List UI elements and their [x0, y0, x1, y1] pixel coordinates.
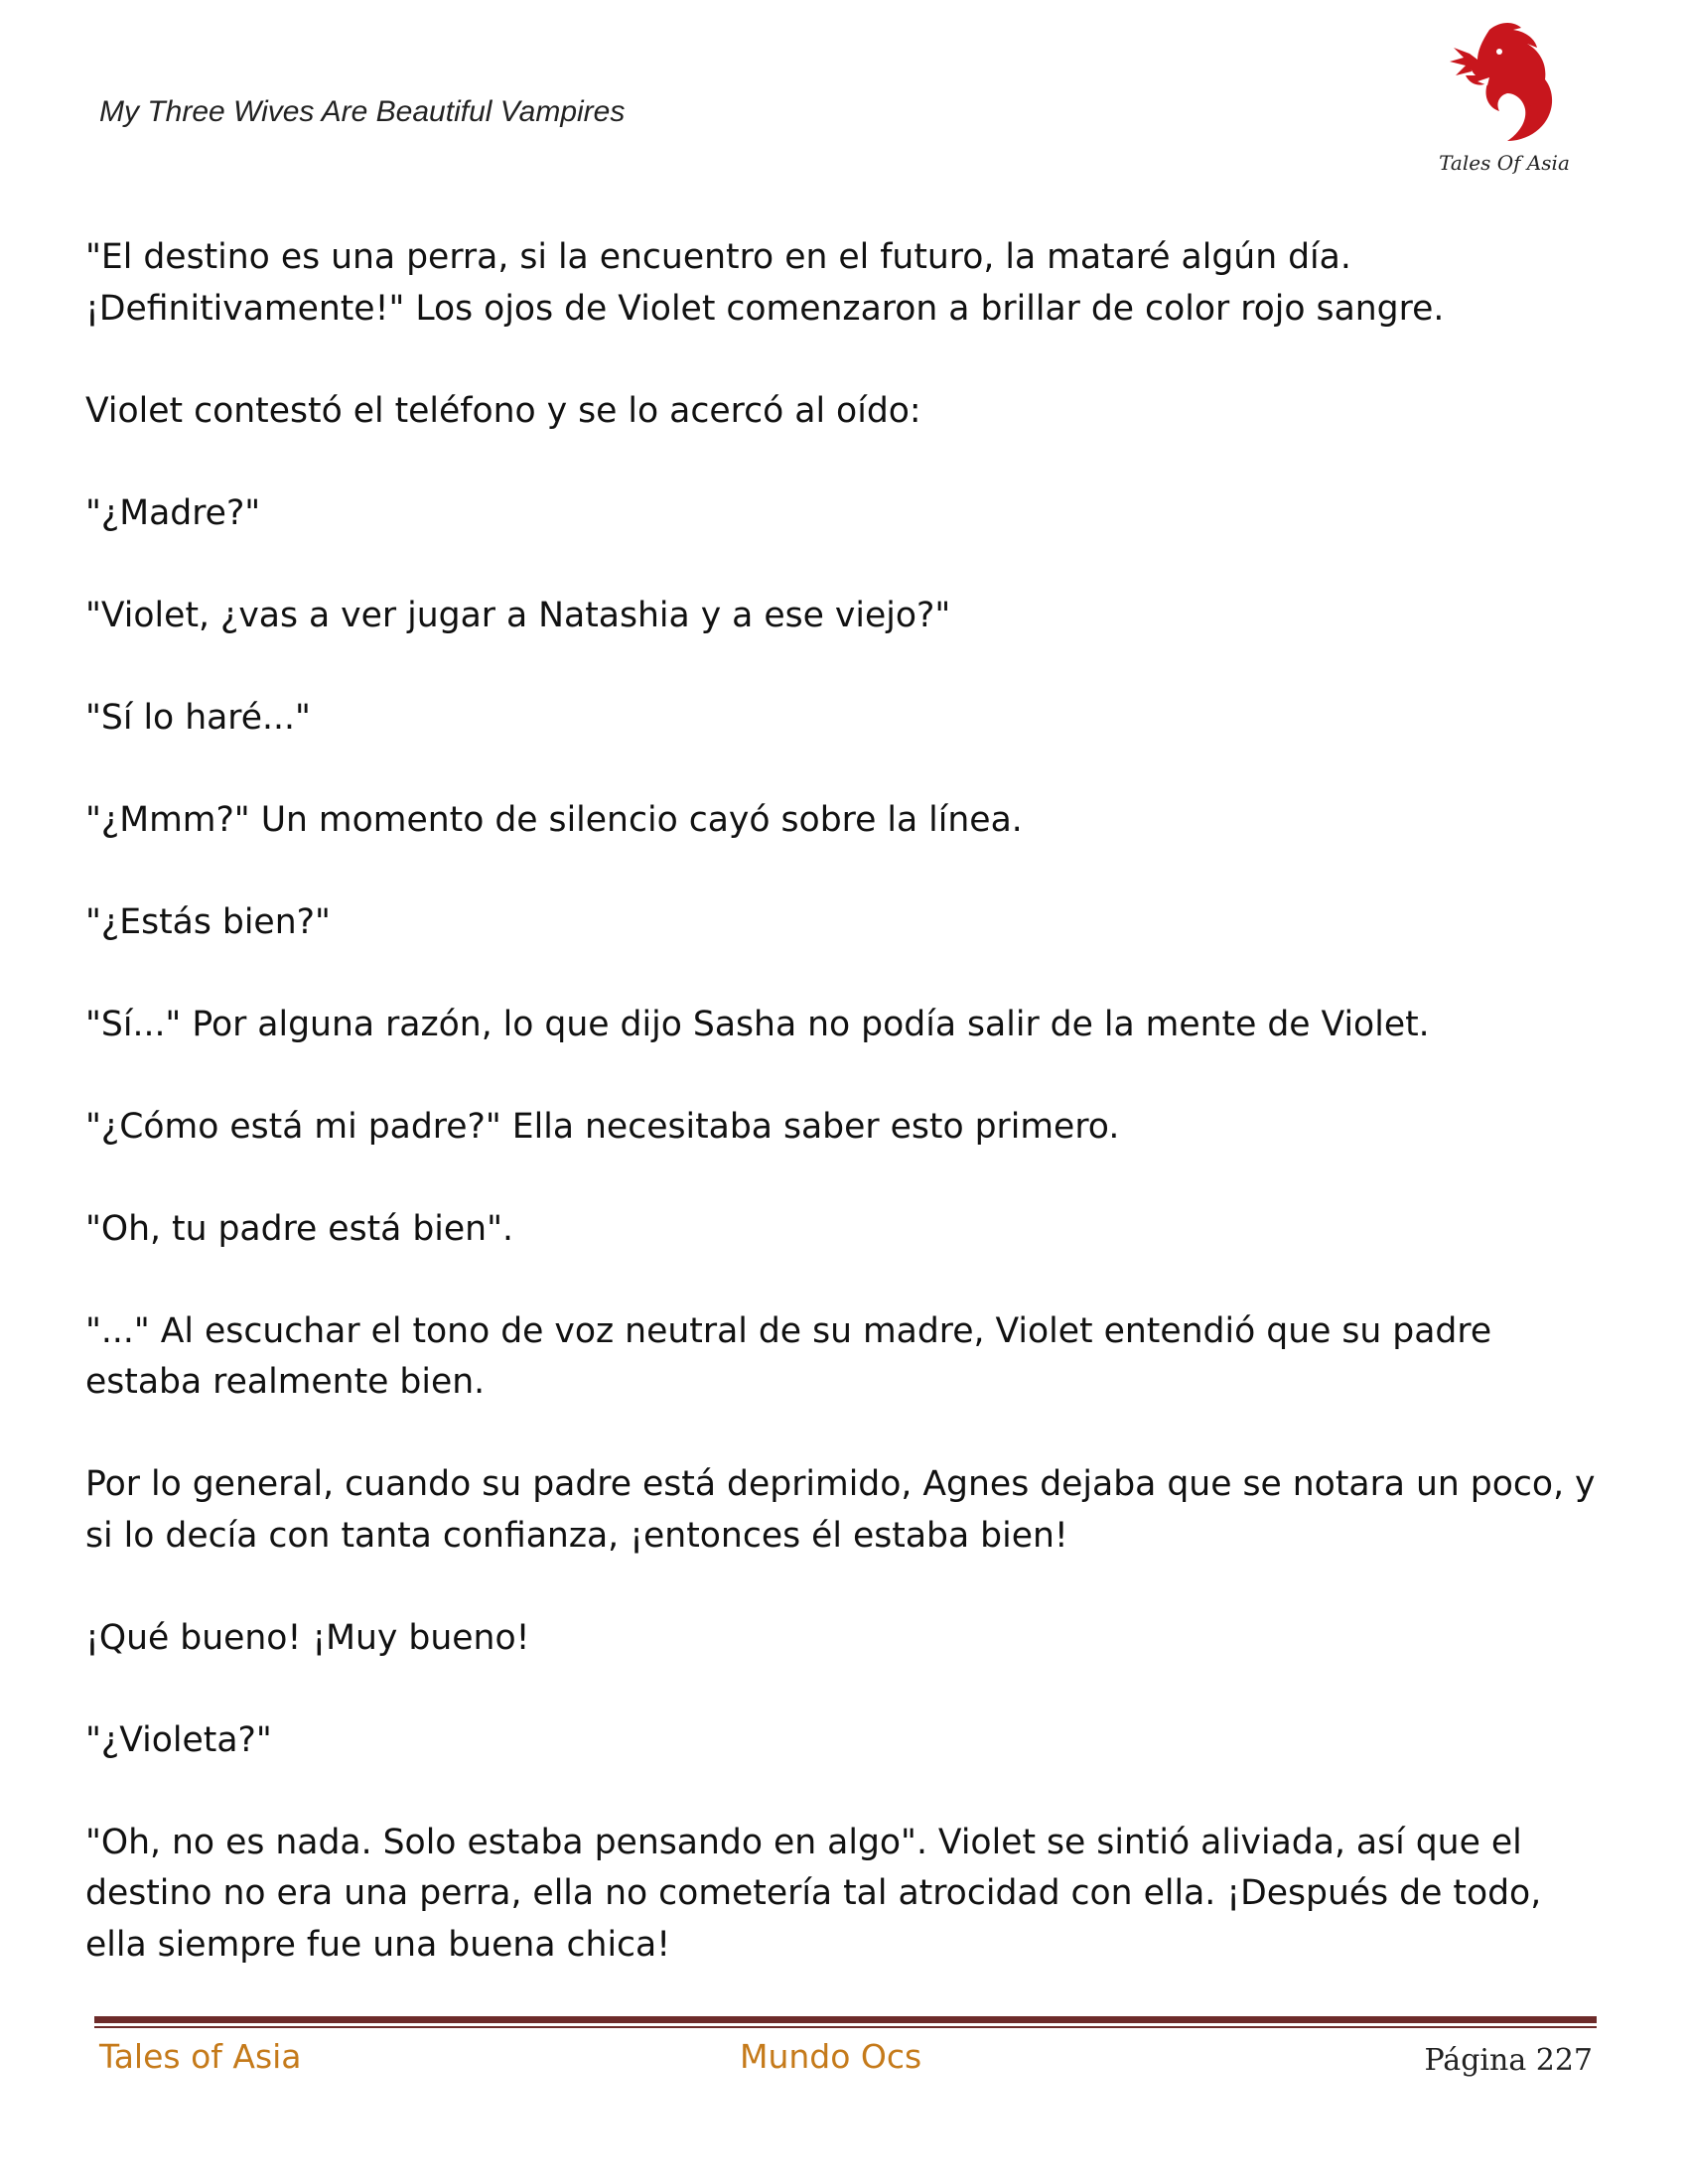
paragraph: "¿Violeta?": [85, 1719, 272, 1760]
paragraph: ¡Qué bueno! ¡Muy bueno!: [85, 1617, 530, 1658]
red-dragon-icon: [1430, 18, 1579, 157]
paragraph: Violet contestó el teléfono y se lo acercó al oído:: [85, 390, 921, 431]
logo-caption: Tales Of Asia: [1439, 151, 1570, 175]
publisher-logo: [1430, 18, 1579, 182]
footer-rule-thin: [94, 2026, 1597, 2028]
page-number: Página 227: [1424, 2043, 1593, 2078]
footer-section: Mundo Ocs: [740, 2037, 922, 2076]
paragraph: Por lo general, cuando su padre está deprimido, Agnes dejaba que se notara un poco, y si lo decía con tanta confianza, ¡entonces él estaba bien!: [85, 1464, 1596, 1556]
paragraph: "Sí lo haré...": [85, 697, 311, 738]
footer-rule: [94, 2016, 1597, 2023]
paragraph: "¿Cómo está mi padre?" Ella necesitaba saber esto primero.: [85, 1106, 1120, 1147]
paragraph: "¿Mmm?" Un momento de silencio cayó sobre la línea.: [85, 799, 1023, 840]
paragraph: "¿Madre?": [85, 492, 261, 533]
paragraph: "Sí..." Por alguna razón, lo que dijo Sasha no podía salir de la mente de Violet.: [85, 1004, 1430, 1044]
paragraph: "¿Estás bien?": [85, 901, 331, 942]
book-title: My Three Wives Are Beautiful Vampires: [99, 95, 626, 128]
document-body: [85, 232, 1600, 2022]
paragraph: "El destino es una perra, si la encuentro en el futuro, la mataré algún día. ¡Definitivamente!" Los ojos de Violet comenzaron a brillar de color rojo sangre.: [85, 237, 1445, 329]
footer-publisher: Tales of Asia: [99, 2037, 302, 2076]
paragraph: "Violet, ¿vas a ver jugar a Natashia y a ese viejo?": [85, 595, 951, 635]
paragraph: "Oh, tu padre está bien".: [85, 1208, 513, 1249]
paragraph: "..." Al escuchar el tono de voz neutral de su madre, Violet entendió que su padre estaba realmente bien.: [85, 1310, 1492, 1402]
paragraph: "Oh, no es nada. Solo estaba pensando en algo". Violet se sintió aliviada, así que el destino no era una perra, ella no cometería tal atrocidad con ella. ¡Después de todo, ella siempre fue una buena chica!: [85, 1822, 1542, 1965]
